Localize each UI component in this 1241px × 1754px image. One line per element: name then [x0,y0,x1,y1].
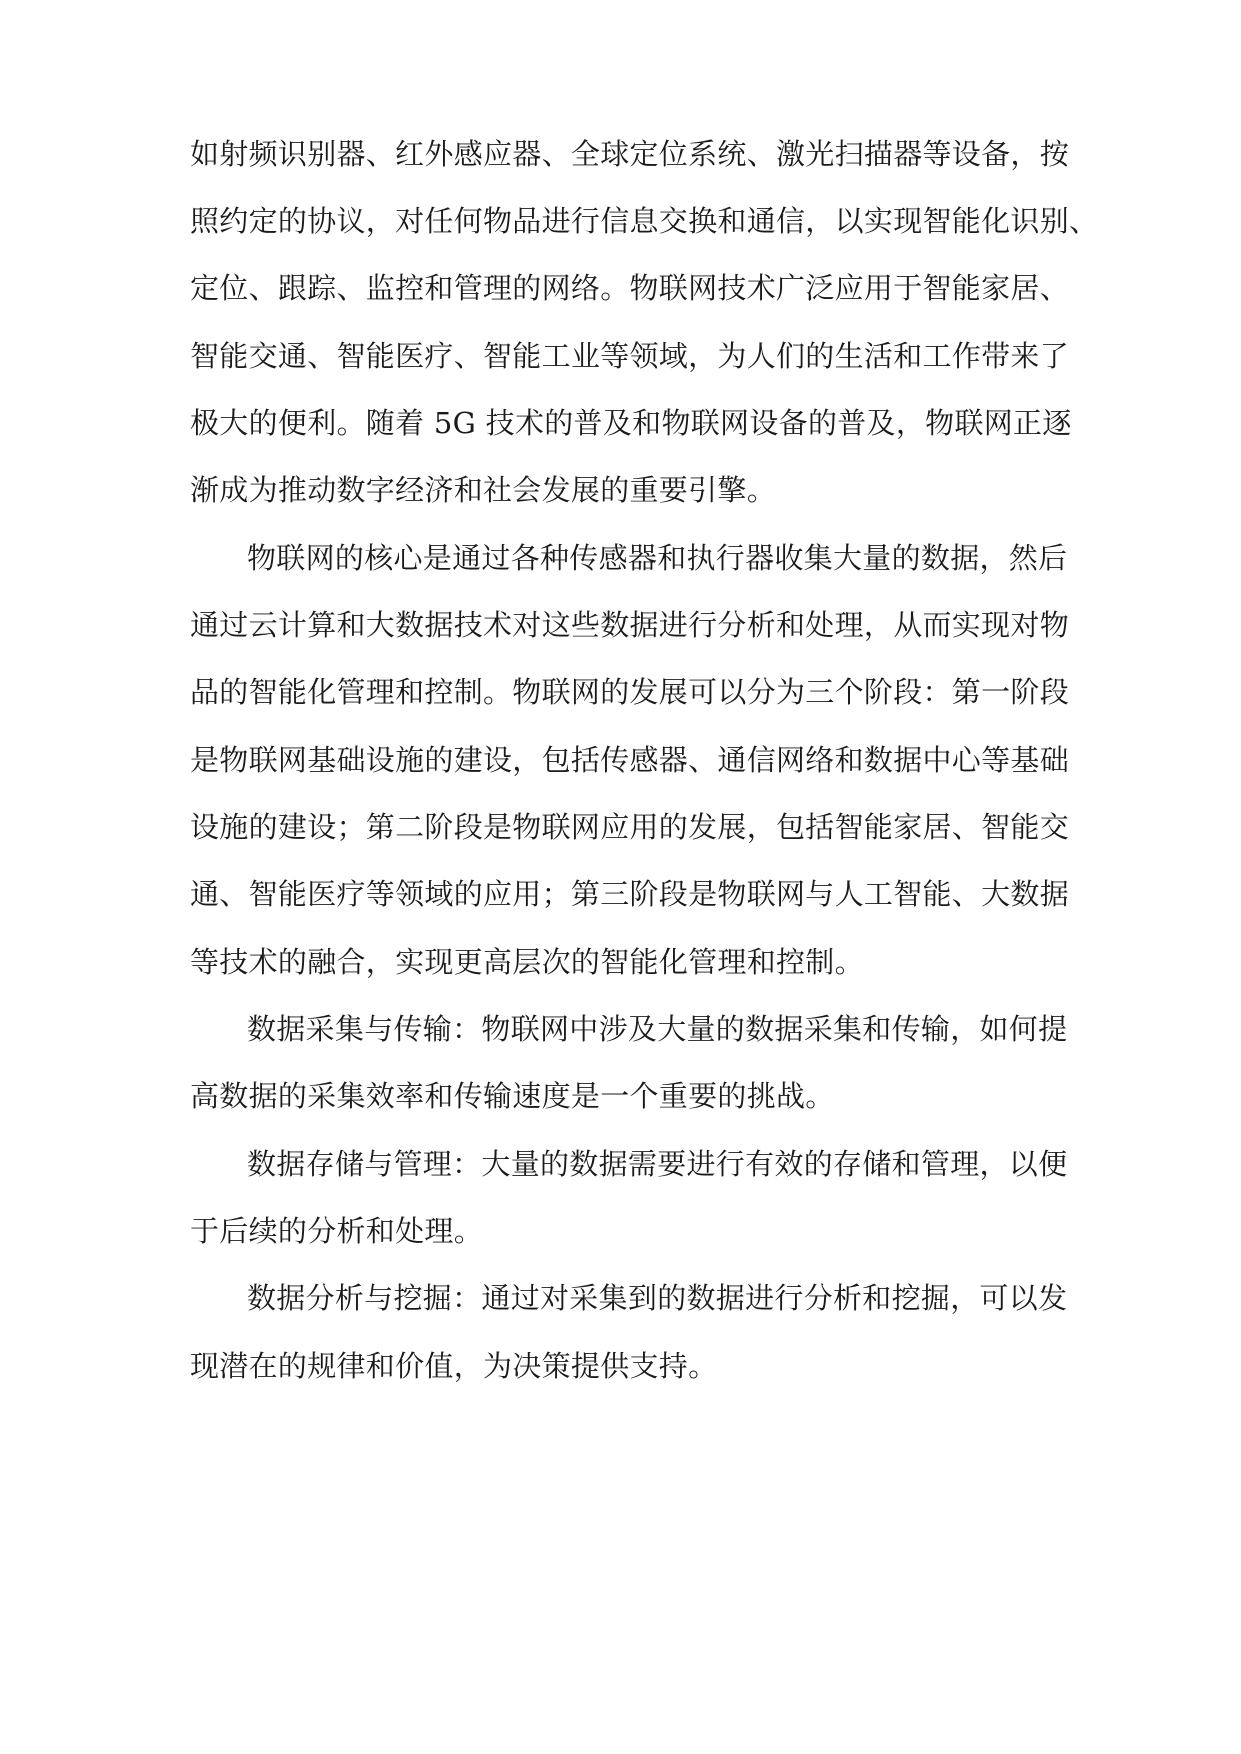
paragraph-5-line-1: 数据分析与挖掘：通过对采集到的数据进行分析和挖掘，可以发 [247,1281,1068,1315]
paragraph-1-line-3: 定位、跟踪、监控和管理的网络。物联网技术广泛应用于智能家居、 [190,271,1070,305]
paragraph-2-line-5: 设施的建设；第二阶段是物联网应用的发展，包括智能家居、智能交 [190,810,1070,844]
paragraph-5-line-2: 现潜在的规律和价值，为决策提供支持。 [190,1349,718,1383]
paragraph-1-line-2: 照约定的协议，对任何物品进行信息交换和通信，以实现智能化识别、 [190,204,1099,238]
paragraph-1-line-1: 如射频识别器、红外感应器、全球定位系统、激光扫描器等设备，按 [190,137,1070,171]
paragraph-1-line-4: 智能交通、智能医疗、智能工业等领域，为人们的生活和工作带来了 [190,339,1070,373]
paragraph-1-line-5: 极大的便利。随着 5G 技术的普及和物联网设备的普及，物联网正逐 [190,406,1072,440]
paragraph-4-line-2: 于后续的分析和处理。 [190,1214,484,1248]
paragraph-3-line-2: 高数据的采集效率和传输速度是一个重要的挑战。 [190,1079,835,1113]
paragraph-2-line-3: 品的智能化管理和控制。物联网的发展可以分为三个阶段：第一阶段 [190,675,1070,709]
paragraph-2-line-7: 等技术的融合，实现更高层次的智能化管理和控制。 [190,945,864,979]
paragraph-2-line-4: 是物联网基础设施的建设，包括传感器、通信网络和数据中心等基础 [190,743,1070,777]
paragraph-3-line-1: 数据采集与传输：物联网中涉及大量的数据采集和传输，如何提 [247,1012,1068,1046]
paragraph-2-line-6: 通、智能医疗等领域的应用；第三阶段是物联网与人工智能、大数据 [190,877,1070,911]
paragraph-1-line-6: 渐成为推动数字经济和社会发展的重要引擎。 [190,473,777,507]
paragraph-4-line-1: 数据存储与管理：大量的数据需要进行有效的存储和管理，以便 [247,1147,1068,1181]
paragraph-2-line-2: 通过云计算和大数据技术对这些数据进行分析和处理，从而实现对物 [190,608,1070,642]
paragraph-2-line-1: 物联网的核心是通过各种传感器和执行器收集大量的数据，然后 [247,541,1068,575]
